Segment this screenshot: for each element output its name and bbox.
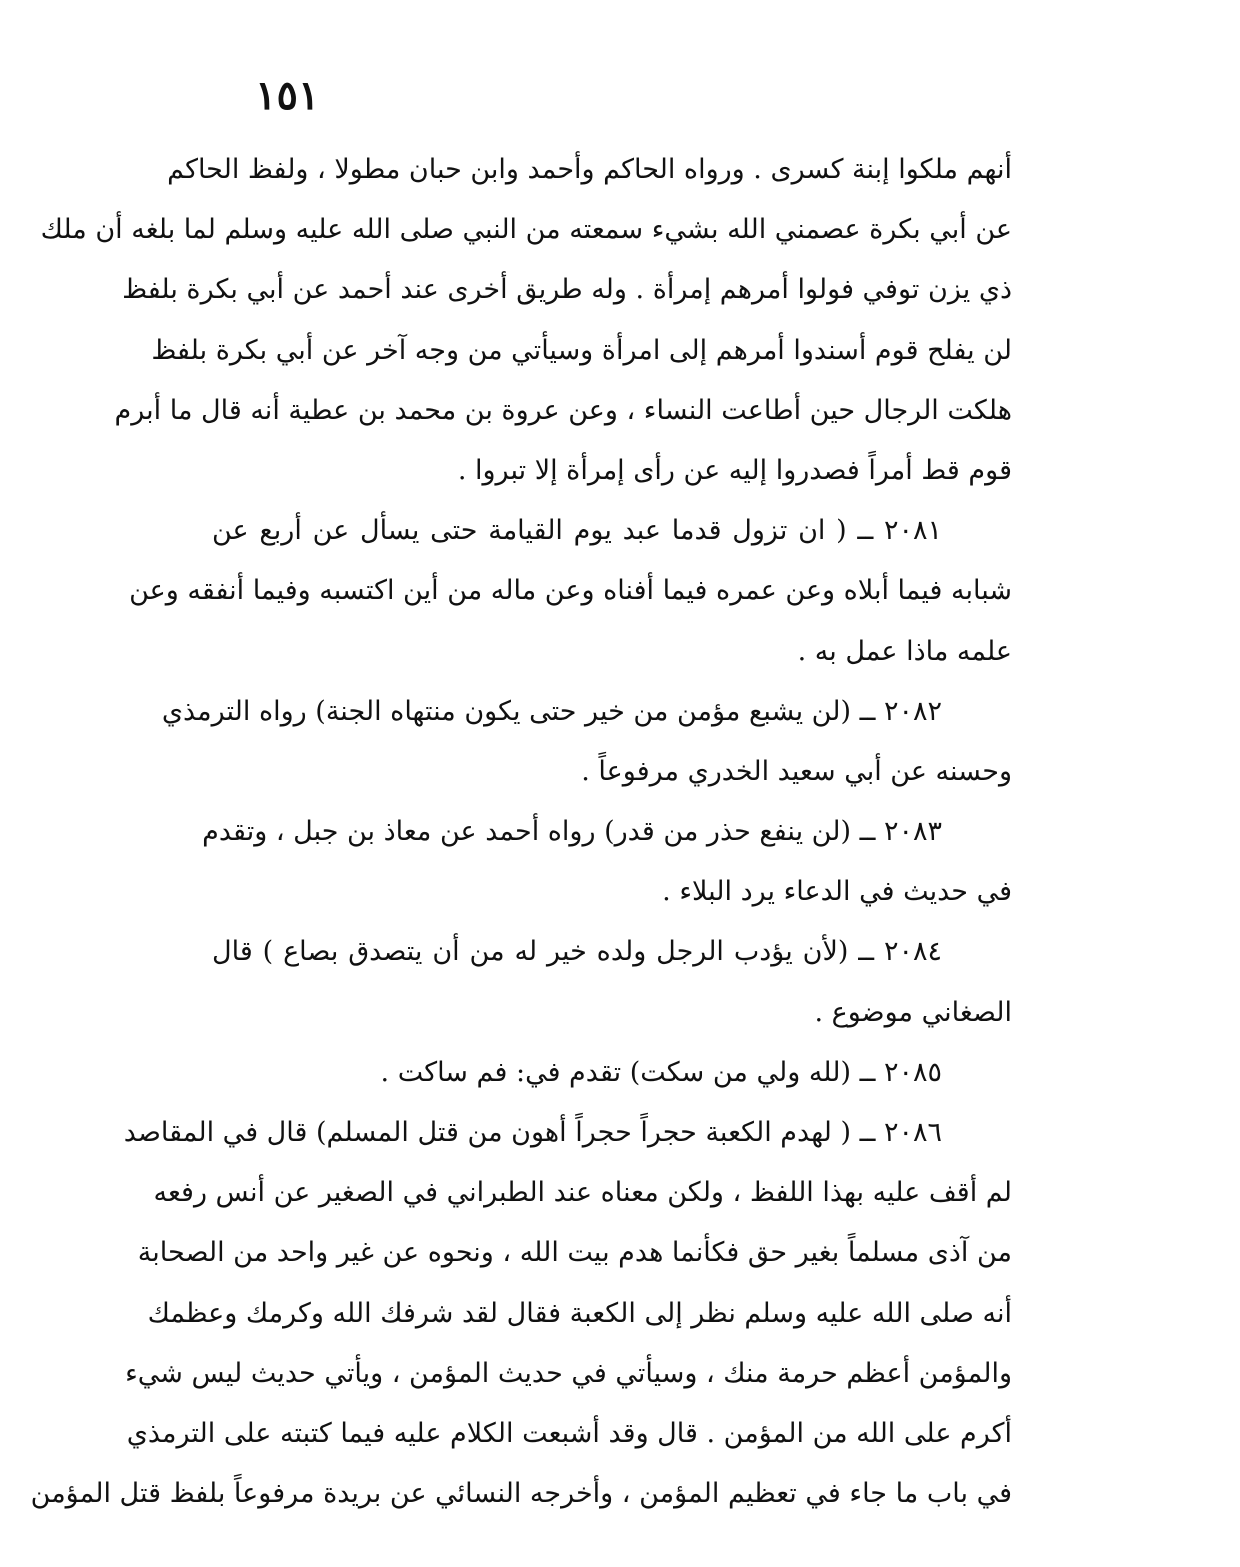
text-line: وحسنه عن أبي سعيد الخدري مرفوعاً . xyxy=(581,755,1012,787)
page-number: ١٥١ xyxy=(255,72,320,119)
text-line: في حديث في الدعاء يرد البلاء . xyxy=(662,876,1012,908)
text-line: ذي يزن توفي فولوا أمرهم إمرأة . وله طريق أخرى عند أحمد عن أبي بكرة بلفظ xyxy=(122,274,1012,306)
entry-2084-line: ٢٠٨٤ ــ (لأن يؤدب الرجل ولده خير له من أن يتصدق بصاع ) قال xyxy=(212,936,942,968)
text-line: لن يفلح قوم أسندوا أمرهم إلى امرأة وسيأتي من وجه آخر عن أبي بكرة بلفظ xyxy=(151,334,1012,366)
text-line: شبابه فيما أبلاه وعن عمره فيما أفناه وعن ماله من أين اكتسبه وفيما أنفقه وعن xyxy=(129,575,1012,607)
entry-2086-line: ٢٠٨٦ ــ ( لهدم الكعبة حجراً حجراً أهون من قتل المسلم) قال في المقاصد xyxy=(123,1117,942,1148)
text-line: قوم قط أمراً فصدروا إليه عن رأى إمرأة إلا تبروا . xyxy=(457,454,1012,486)
text-line: علمه ماذا عمل به . xyxy=(797,635,1012,667)
text-line: الصغاني موضوع . xyxy=(814,996,1012,1028)
text-line: عن أبي بكرة عصمني الله بشيء سمعته من النبي صلى الله عليه وسلم لما بلغه أن ملك xyxy=(40,214,1012,246)
text-line: والمؤمن أعظم حرمة منك ، وسيأتي في حديث المؤمن ، ويأتي حديث ليس شيء xyxy=(125,1357,1012,1389)
text-line: أنه صلى الله عليه وسلم نظر إلى الكعبة فقال لقد شرفك الله وكرمك وعظمك xyxy=(147,1297,1012,1329)
entry-2081-line: ٢٠٨١ ــ ( ان تزول قدما عبد يوم القيامة حتى يسأل عن أربع عن xyxy=(212,515,942,547)
text-line: من آذى مسلماً بغير حق فكأنما هدم بيت الله ، ونحوه عن غير واحد من الصحابة xyxy=(137,1237,1012,1269)
text-line: في باب ما جاء في تعظيم المؤمن ، وأخرجه النسائي عن بريدة مرفوعاً بلفظ قتل المؤمن xyxy=(30,1478,1012,1510)
text-line: هلكت الرجال حين أطاعت النساء ، وعن عروة بن محمد بن عطية أنه قال ما أبرم xyxy=(114,394,1012,426)
entry-2082-line: ٢٠٨٢ ــ (لن يشبع مؤمن من خير حتى يكون منتهاه الجنة) رواه الترمذي xyxy=(161,695,942,727)
text-line: أكرم على الله من المؤمن . قال وقد أشبعت الكلام عليه فيما كتبته على الترمذي xyxy=(126,1417,1012,1449)
text-line: أنهم ملكوا إبنة كسرى . ورواه الحاكم وأحمد وابن حبان مطولا ، ولفظ الحاكم xyxy=(167,154,1012,185)
text-line: لم أقف عليه بهذا اللفظ ، ولكن معناه عند الطبراني في الصغير عن أنس رفعه xyxy=(153,1177,1012,1209)
body-text xyxy=(30,140,1012,1524)
entry-2085-line: ٢٠٨٥ ــ (لله ولي من سكت) تقدم في: فم ساكت . xyxy=(380,1056,942,1088)
entry-2083-line: ٢٠٨٣ ــ (لن ينفع حذر من قدر) رواه أحمد عن معاذ بن جبل ، وتقدم xyxy=(202,816,942,848)
